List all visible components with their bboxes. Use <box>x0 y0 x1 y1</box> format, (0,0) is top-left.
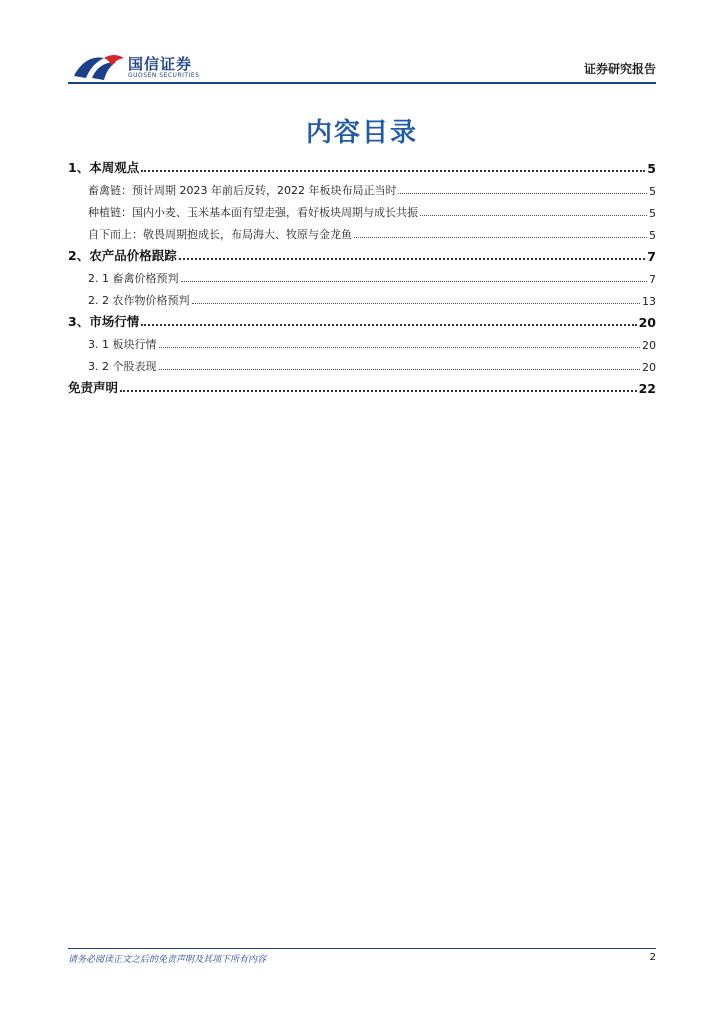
page-number: 2 <box>649 952 656 963</box>
table-of-contents <box>68 154 656 396</box>
toc-entry[interactable] <box>68 154 656 176</box>
toc-leader-dots <box>141 170 645 172</box>
footer-divider <box>68 948 656 949</box>
toc-leader-dots <box>398 193 647 194</box>
toc-entry-label: 3. 1 板块行情 <box>88 338 157 351</box>
toc-entry-page: 5 <box>647 161 656 176</box>
toc-leader-dots <box>159 347 641 348</box>
toc-entry[interactable] <box>68 330 656 352</box>
header-divider <box>68 82 656 84</box>
toc-entry[interactable] <box>68 220 656 242</box>
toc-entry-page: 7 <box>647 249 656 264</box>
toc-leader-dots <box>354 237 647 238</box>
footer-disclaimer: 请务必阅读正文之后的免责声明及其项下所有内容 <box>68 955 267 965</box>
toc-entry-page: 5 <box>649 185 656 198</box>
toc-leader-dots <box>141 324 636 326</box>
toc-entry-label: 2. 1 畜禽价格预判 <box>88 272 179 285</box>
toc-entry[interactable] <box>68 242 656 264</box>
toc-entry-label: 2、农产品价格跟踪 <box>68 248 177 263</box>
toc-entry-label: 3、市场行情 <box>68 314 140 329</box>
logo-english-name: GUOSEN SECURITIES <box>128 72 200 79</box>
toc-entry-label: 3. 2 个股表现 <box>88 360 157 373</box>
toc-entry-page: 13 <box>642 295 656 308</box>
toc-entry-label: 自下而上：敬畏周期抱成长，布局海大、牧原与金龙鱼 <box>88 228 352 241</box>
toc-entry-label: 1、本周观点 <box>68 160 140 175</box>
toc-entry-page: 5 <box>649 207 656 220</box>
toc-leader-dots <box>181 281 648 282</box>
toc-entry-page: 7 <box>649 273 656 286</box>
report-type-label: 证券研究报告 <box>583 62 656 76</box>
toc-title: 内容目录 <box>305 118 418 148</box>
guosen-logo-icon <box>70 50 126 84</box>
toc-entry-page: 5 <box>649 229 656 242</box>
toc-entry[interactable] <box>68 352 656 374</box>
toc-entry-label: 免责声明 <box>68 380 119 395</box>
toc-leader-dots <box>120 390 637 392</box>
toc-entry-label: 种植链：国内小麦、玉米基本面有望走强，看好板块周期与成长共振 <box>88 206 418 219</box>
toc-entry[interactable] <box>68 308 656 330</box>
toc-leader-dots <box>192 303 641 304</box>
logo-chinese-name: 国信证券 <box>128 55 193 73</box>
toc-entry[interactable] <box>68 198 656 220</box>
toc-entry[interactable] <box>68 374 656 396</box>
toc-entry-page: 20 <box>638 315 656 330</box>
toc-leader-dots <box>179 258 646 260</box>
toc-entry-label: 畜禽链：预计周期 2023 年前后反转，2022 年板块布局正当时 <box>88 184 397 197</box>
toc-entry[interactable] <box>68 286 656 308</box>
toc-entry-page: 22 <box>638 381 656 396</box>
toc-leader-dots <box>420 215 647 216</box>
toc-entry[interactable] <box>68 176 656 198</box>
toc-leader-dots <box>159 369 641 370</box>
toc-entry-page: 20 <box>642 361 656 374</box>
toc-entry-page: 20 <box>642 339 656 352</box>
page-header <box>0 0 724 90</box>
toc-entry-label: 2. 2 农作物价格预判 <box>88 294 190 307</box>
toc-entry[interactable] <box>68 264 656 286</box>
guosen-logo <box>70 50 210 84</box>
